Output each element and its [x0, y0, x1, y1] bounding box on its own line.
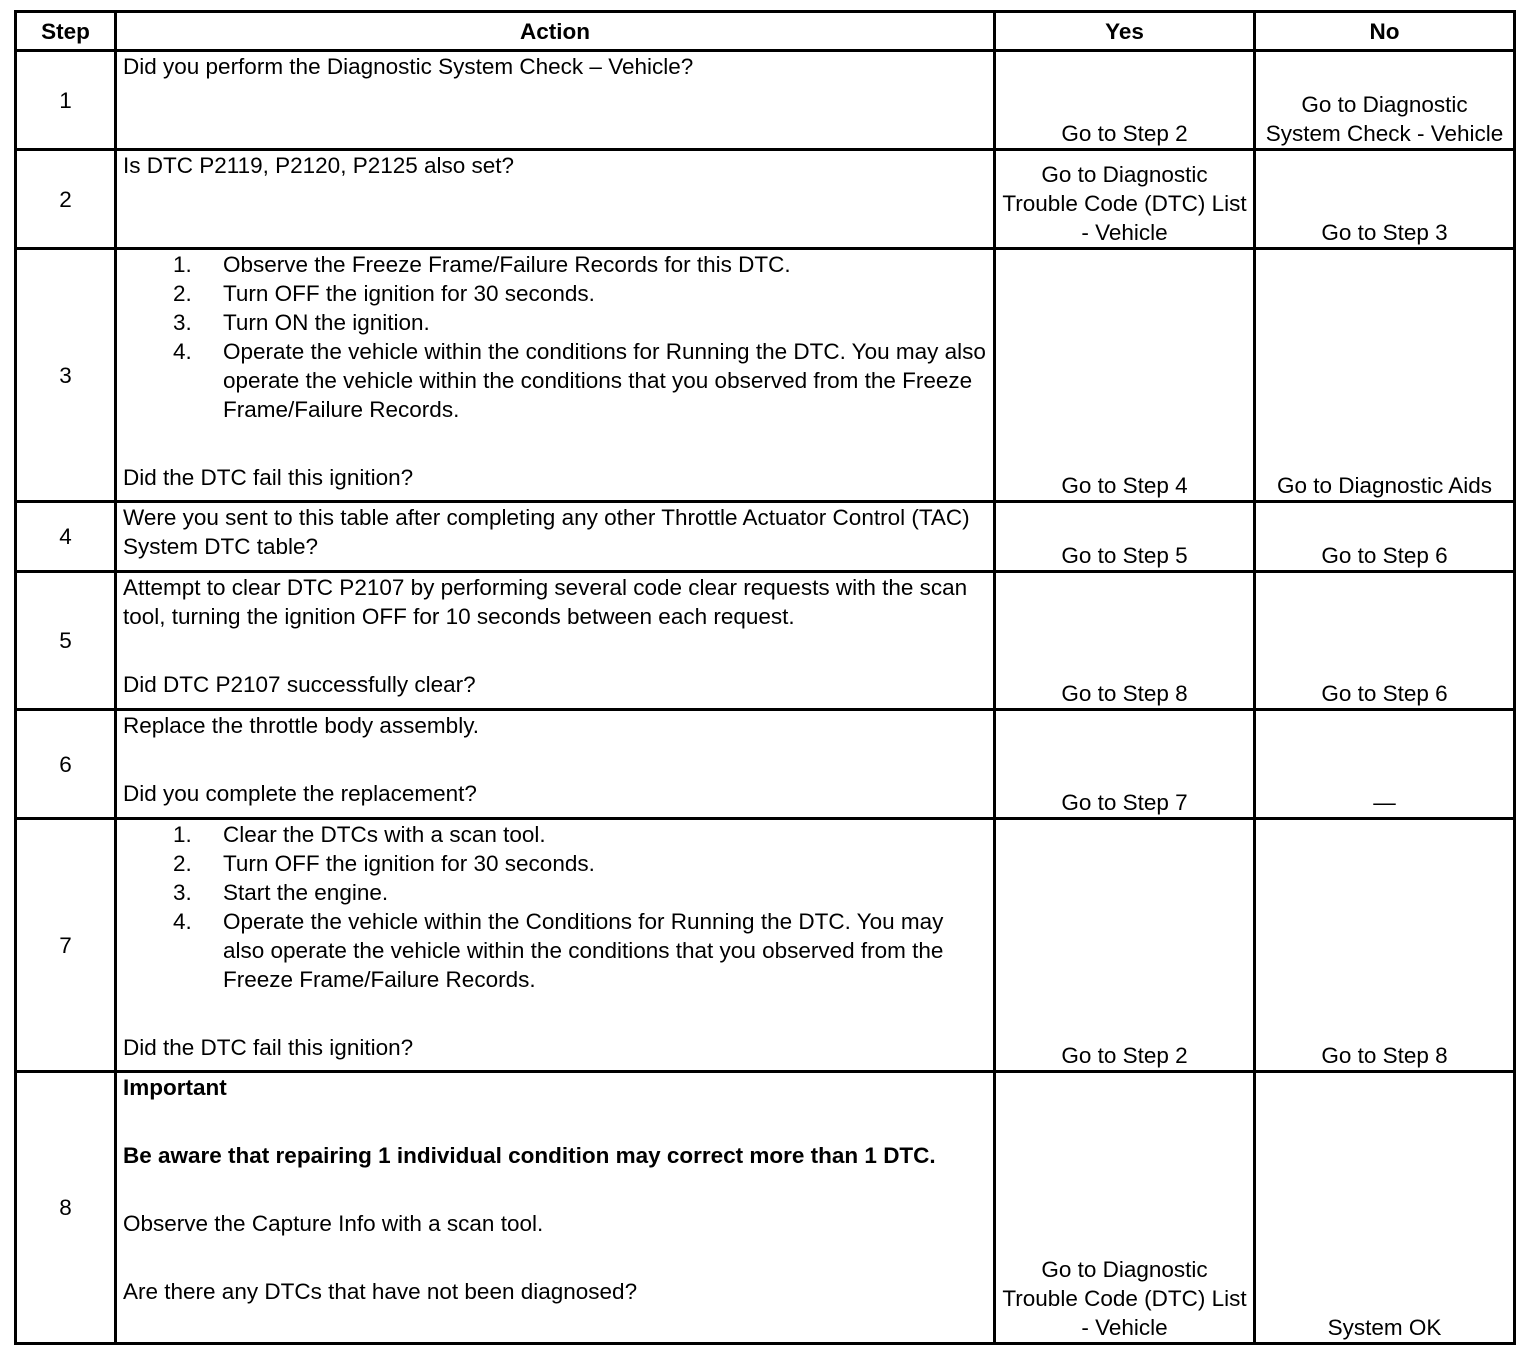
list-item: 3. Start the engine. [173, 880, 389, 905]
instruction-text: Observe the Capture Info with a scan tool. [123, 1211, 544, 1236]
question-text: Are there any DTCs that have not been diagnosed? [123, 1279, 638, 1304]
table-row [16, 819, 1515, 1072]
step-number: 4 [16, 502, 116, 572]
no-cell: Go to Step 6 [1255, 502, 1515, 572]
action-cell [116, 1072, 995, 1344]
yes-cell: Go to Step 2 [995, 819, 1255, 1072]
yes-cell: Go to Step 8 [995, 572, 1255, 710]
diagnostic-table [14, 10, 1516, 1345]
no-cell: System OK [1255, 1072, 1515, 1344]
header-row [16, 12, 1515, 51]
table-row [16, 1072, 1515, 1344]
question-text: Did the DTC fail this ignition? [123, 465, 414, 490]
yes-cell: Go to Step 5 [995, 502, 1255, 572]
question-text: Did you complete the replacement? [123, 781, 477, 806]
list-item: 3. Turn ON the ignition. [173, 310, 430, 335]
action-cell [116, 502, 995, 572]
action-cell [116, 572, 995, 710]
question-text: Is DTC P2119, P2120, P2125 also set? [123, 153, 515, 178]
action-cell [116, 249, 995, 502]
important-label: Important [123, 1075, 227, 1100]
step-number: 6 [16, 710, 116, 819]
table-row [16, 710, 1515, 819]
question-text: Were you sent to this table after completing any other Throttle Actuator Control (TAC) System DTC table? [123, 505, 970, 559]
diagnostic-table-container [14, 10, 1516, 1345]
no-cell: Go to Diagnostic System Check - Vehicle [1255, 51, 1515, 150]
yes-cell: Go to Step 4 [995, 249, 1255, 502]
step-number: 5 [16, 572, 116, 710]
list-item: 4. Operate the vehicle within the conditions for Running the DTC. You may also operate the vehicle within the conditions that you observed from the Freeze Frame/Failure Records. [173, 339, 986, 422]
header-action: Action [116, 12, 995, 51]
step-number: 7 [16, 819, 116, 1072]
action-cell [116, 150, 995, 249]
no-cell: Go to Step 3 [1255, 150, 1515, 249]
question-text: Did the DTC fail this ignition? [123, 1035, 414, 1060]
list-item: 1. Clear the DTCs with a scan tool. [173, 822, 546, 847]
question-text: Did you perform the Diagnostic System Check – Vehicle? [123, 54, 694, 79]
action-cell [116, 51, 995, 150]
action-cell [116, 710, 995, 819]
yes-cell: Go to Diagnostic Trouble Code (DTC) List - Vehicle [995, 1072, 1255, 1344]
header-yes: Yes [995, 12, 1255, 51]
step-number: 2 [16, 150, 116, 249]
list-item: 2. Turn OFF the ignition for 30 seconds. [173, 851, 595, 876]
step-number: 8 [16, 1072, 116, 1344]
header-no: No [1255, 12, 1515, 51]
step-number: 3 [16, 249, 116, 502]
list-item: 2. Turn OFF the ignition for 30 seconds. [173, 281, 595, 306]
list-item: 1. Observe the Freeze Frame/Failure Records for this DTC. [173, 252, 791, 277]
no-cell: — [1255, 710, 1515, 819]
header-step: Step [16, 12, 116, 51]
action-cell [116, 819, 995, 1072]
important-text: Be aware that repairing 1 individual condition may correct more than 1 DTC. [123, 1143, 936, 1168]
table-row [16, 51, 1515, 150]
step-number: 1 [16, 51, 116, 150]
no-cell: Go to Diagnostic Aids [1255, 249, 1515, 502]
question-text: Did DTC P2107 successfully clear? [123, 672, 476, 697]
yes-cell: Go to Step 7 [995, 710, 1255, 819]
no-cell: Go to Step 8 [1255, 819, 1515, 1072]
yes-cell: Go to Diagnostic Trouble Code (DTC) List - Vehicle [995, 150, 1255, 249]
yes-cell: Go to Step 2 [995, 51, 1255, 150]
table-row [16, 502, 1515, 572]
table-row [16, 249, 1515, 502]
table-row [16, 572, 1515, 710]
no-cell: Go to Step 6 [1255, 572, 1515, 710]
instruction-text: Replace the throttle body assembly. [123, 713, 480, 738]
table-row [16, 150, 1515, 249]
list-item: 4. Operate the vehicle within the Conditions for Running the DTC. You may also operate the vehicle within the conditions that you observed from the Freeze Frame/Failure Records. [173, 909, 944, 992]
procedure-list [123, 250, 987, 424]
instruction-text: Attempt to clear DTC P2107 by performing several code clear requests with the scan tool, turning the ignition OFF for 10 seconds between each request. [123, 575, 968, 629]
procedure-list [123, 820, 987, 994]
